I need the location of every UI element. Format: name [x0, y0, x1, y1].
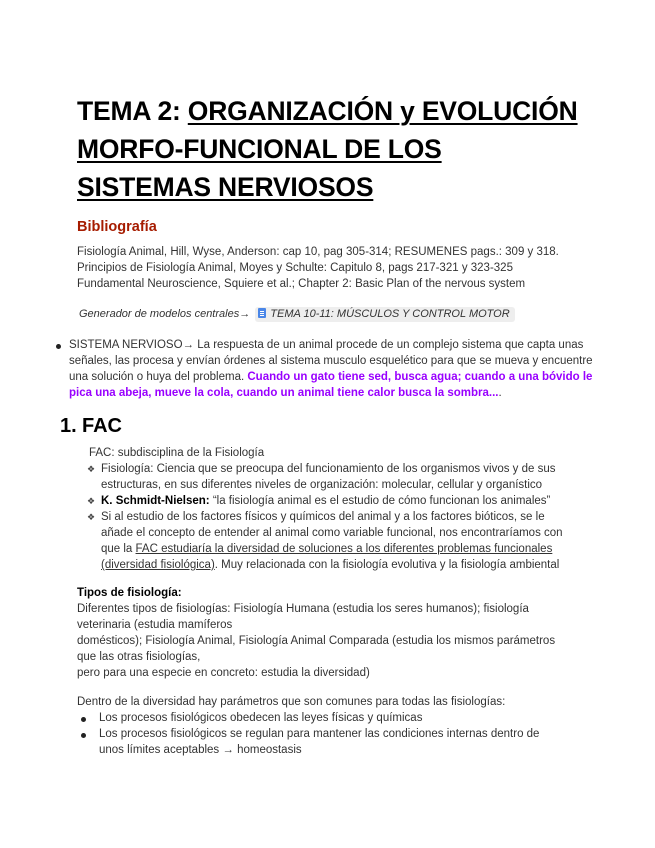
tipos-line: domésticos); Fisiología Animal, Fisiología Animal Comparada (estudia los mismos parámetros	[77, 635, 556, 647]
example-highlight: pica una abeja, mueve la cola, cuando un animal tiene calor busca la sombra...	[69, 387, 499, 399]
fac-item-3	[101, 509, 646, 573]
section-title: FAC	[82, 415, 122, 437]
bibliografia-heading: Bibliografía	[77, 219, 157, 235]
fac-text: que la	[101, 543, 136, 555]
diversidad-line: unos límites aceptables → homeostasis	[99, 744, 302, 756]
generador-line	[79, 307, 515, 322]
bullet-dot	[81, 717, 86, 722]
sistema-paragraph	[69, 337, 644, 401]
diversidad-item-2	[99, 726, 644, 758]
fac-subtitle: FAC: subdisciplina de la Fisiología	[89, 447, 265, 459]
fac-item-2	[101, 493, 641, 509]
diamond-bullet-icon: ❖	[87, 512, 96, 522]
tipos-paragraph	[77, 601, 637, 681]
tipos-line: veterinaria (estudia mamíferos	[77, 619, 233, 631]
diversidad-line: Los procesos fisiológicos se regulan para mantener las condiciones internas dentro de	[99, 728, 540, 740]
generador-label: Generador de modelos centrales→	[79, 308, 251, 320]
doc-icon	[258, 308, 266, 318]
sistema-line	[69, 369, 644, 385]
title-prefix: TEMA 2:	[77, 96, 188, 126]
bullet-dot	[56, 344, 61, 349]
title-line-2: MORFO-FUNCIONAL DE LOS	[77, 134, 442, 164]
tipos-line: pero para una especie en concreto: estudia la diversidad)	[77, 667, 370, 679]
fac-item-line: Fisiología: Ciencia que se preocupa del funcionamiento de los organismos vivos y de sus	[101, 463, 556, 475]
tipos-line: que las otras fisiologías,	[77, 651, 201, 663]
bullet-dot	[81, 733, 86, 738]
bibliografia-list	[77, 244, 637, 292]
fac-item-line: Si al estudio de los factores físicos y químicos del animal y a los factores bióticos, se le	[101, 511, 545, 523]
fac-item-line	[101, 557, 646, 573]
tipos-heading: Tipos de fisiología:	[77, 587, 182, 599]
diamond-bullet-icon: ❖	[87, 496, 96, 506]
fac-item-line	[101, 541, 646, 557]
doc-link-label: TEMA 10-11: MÚSCULOS Y CONTROL MOTOR	[270, 308, 510, 320]
biblio-line: Principios de Fisiología Animal, Moyes y Schulte: Capitulo 8, pags 217-321 y 323-325	[77, 262, 513, 274]
sistema-line	[69, 385, 644, 401]
diamond-bullet-icon: ❖	[87, 464, 96, 474]
fac-item-line: añade el concepto de entender al animal como variable funcional, nos encontraríamos con	[101, 527, 563, 539]
underlined-text: (diversidad fisiológica)	[101, 559, 215, 571]
diversidad-intro: Dentro de la diversidad hay parámetros que son comunes para todas las fisiologías:	[77, 696, 506, 708]
tipos-line: Diferentes tipos de fisiologías: Fisiología Humana (estudia los seres humanos); fisiología	[77, 603, 529, 615]
section-heading-fac	[60, 415, 122, 438]
underlined-text: FAC estudiaría la diversidad de soluciones a los diferentes problemas funcionales	[135, 543, 553, 555]
page-title	[77, 92, 637, 206]
example-highlight: Cuando un gato tiene sed, busca agua; cuando a una bóvido le	[247, 371, 593, 383]
quote-text: “la fisiología animal es el estudio de cómo funcionan los animales”	[209, 495, 551, 507]
title-line-3: SISTEMAS NERVIOSOS	[77, 172, 374, 202]
author-name: K. Schmidt-Nielsen:	[101, 495, 210, 507]
fac-item-1	[101, 461, 641, 493]
sistema-text: .	[498, 387, 502, 399]
biblio-line: Fundamental Neuroscience, Squiere et al.; Chapter 2: Basic Plan of the nervous system	[77, 278, 526, 290]
fac-text: . Muy relacionada con la fisiología evolutiva y la fisiología ambiental	[214, 559, 560, 571]
fac-item-line: estructuras, en sus diferentes niveles de organización: molecular, cellular y organístico	[101, 479, 543, 491]
diversidad-item-1: Los procesos fisiológicos obedecen las leyes físicas y químicas	[99, 712, 423, 724]
sistema-line: señales, las procesa y envían órdenes al sistema musculo esquelético para que se mueva y encuentre	[69, 355, 593, 367]
doc-link-chip[interactable]	[255, 307, 514, 322]
section-number: 1.	[60, 415, 77, 437]
sistema-line: SISTEMA NERVIOSO→ La respuesta de un animal procede de un complejo sistema que capta unas	[69, 339, 584, 351]
biblio-line: Fisiología Animal, Hill, Wyse, Anderson: cap 10, pag 305-314; RESUMENES pags.: 309 y 318.	[77, 246, 559, 258]
sistema-text: una solución o huya del problema.	[69, 371, 248, 383]
title-line-1: ORGANIZACIÓN y EVOLUCIÓN	[187, 96, 578, 126]
